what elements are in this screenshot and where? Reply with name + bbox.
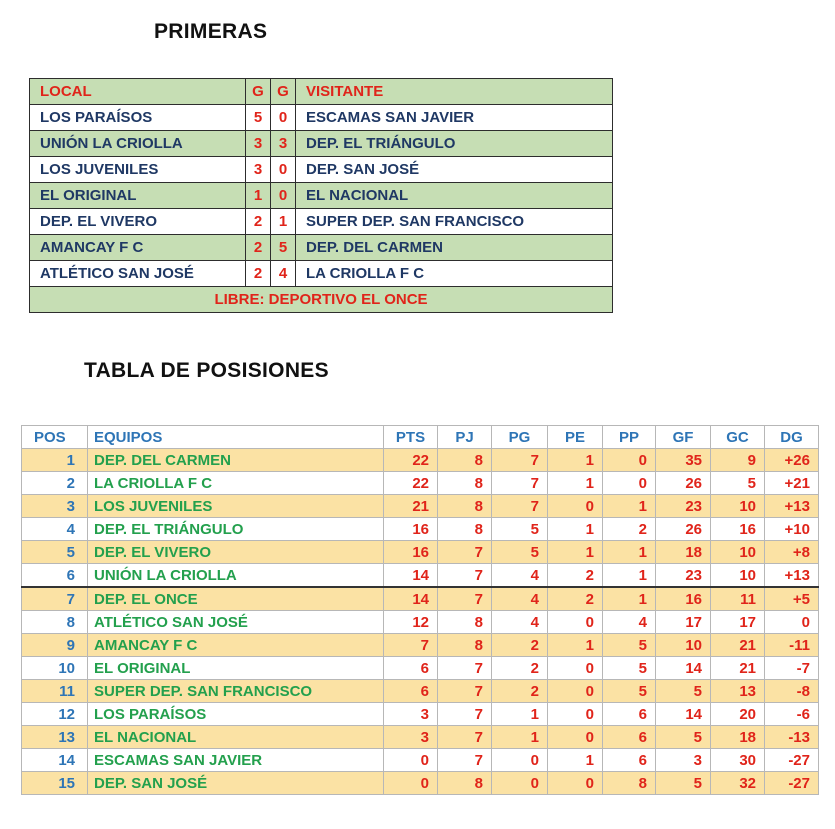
cell-pts: 14 [384, 564, 438, 588]
cell-pp: 2 [603, 518, 656, 541]
cell-gf: 35 [656, 449, 711, 472]
standings-row [22, 680, 819, 703]
standings-table [21, 425, 819, 795]
cell-gf: 5 [656, 726, 711, 749]
match-goals-visitor: 0 [271, 183, 296, 209]
standings-row [22, 587, 819, 611]
cell-dg: -6 [765, 703, 819, 726]
cell-pp: 0 [603, 449, 656, 472]
cell-pts: 12 [384, 611, 438, 634]
cell-pg: 5 [492, 541, 548, 564]
cell-dg: -13 [765, 726, 819, 749]
match-goals-local: 2 [246, 209, 271, 235]
header-local: LOCAL [30, 79, 246, 105]
header-pj: PJ [438, 426, 492, 449]
standings-row [22, 726, 819, 749]
match-row [30, 261, 613, 287]
cell-dg: +5 [765, 587, 819, 611]
header-goals-visitor: G [271, 79, 296, 105]
cell-pe: 1 [548, 634, 603, 657]
match-visitor-team: DEP. EL TRIÁNGULO [296, 131, 613, 157]
cell-pos: 5 [22, 541, 88, 564]
match-visitor-team: LA CRIOLLA F C [296, 261, 613, 287]
cell-pe: 0 [548, 611, 603, 634]
cell-pp: 5 [603, 680, 656, 703]
cell-pp: 6 [603, 726, 656, 749]
match-local-team: EL ORIGINAL [30, 183, 246, 209]
cell-pj: 8 [438, 472, 492, 495]
cell-pe: 0 [548, 772, 603, 795]
cell-gc: 5 [711, 472, 765, 495]
match-goals-visitor: 5 [271, 235, 296, 261]
cell-pp: 4 [603, 611, 656, 634]
cell-pos: 4 [22, 518, 88, 541]
standings-row [22, 564, 819, 588]
standings-row [22, 495, 819, 518]
header-pts: PTS [384, 426, 438, 449]
cell-gf: 26 [656, 518, 711, 541]
cell-pos: 15 [22, 772, 88, 795]
cell-dg: -11 [765, 634, 819, 657]
cell-pos: 11 [22, 680, 88, 703]
cell-pts: 6 [384, 657, 438, 680]
cell-pe: 2 [548, 587, 603, 611]
cell-gf: 5 [656, 772, 711, 795]
cell-pos: 9 [22, 634, 88, 657]
cell-pg: 4 [492, 611, 548, 634]
cell-team: DEP. EL TRIÁNGULO [88, 518, 384, 541]
match-local-team: UNIÓN LA CRIOLLA [30, 131, 246, 157]
match-row [30, 105, 613, 131]
cell-dg: +26 [765, 449, 819, 472]
standings-row [22, 472, 819, 495]
cell-team: SUPER DEP. SAN FRANCISCO [88, 680, 384, 703]
cell-pe: 1 [548, 541, 603, 564]
match-local-team: LOS JUVENILES [30, 157, 246, 183]
cell-pe: 2 [548, 564, 603, 588]
cell-pe: 0 [548, 703, 603, 726]
cell-gf: 3 [656, 749, 711, 772]
header-pos: POS [22, 426, 88, 449]
cell-pj: 7 [438, 749, 492, 772]
standings-row [22, 449, 819, 472]
cell-dg: -7 [765, 657, 819, 680]
cell-gf: 23 [656, 564, 711, 588]
match-row [30, 209, 613, 235]
cell-gc: 16 [711, 518, 765, 541]
cell-pj: 8 [438, 518, 492, 541]
cell-team: AMANCAY F C [88, 634, 384, 657]
cell-pts: 3 [384, 703, 438, 726]
cell-pts: 22 [384, 472, 438, 495]
cell-dg: +8 [765, 541, 819, 564]
cell-team: ESCAMAS SAN JAVIER [88, 749, 384, 772]
cell-pg: 0 [492, 749, 548, 772]
cell-team: DEP. EL ONCE [88, 587, 384, 611]
cell-gc: 32 [711, 772, 765, 795]
cell-pj: 7 [438, 703, 492, 726]
header-pp: PP [603, 426, 656, 449]
cell-gc: 13 [711, 680, 765, 703]
standings-row [22, 518, 819, 541]
match-row [30, 157, 613, 183]
cell-pts: 0 [384, 749, 438, 772]
cell-pp: 8 [603, 772, 656, 795]
match-local-team: AMANCAY F C [30, 235, 246, 261]
cell-pts: 16 [384, 541, 438, 564]
cell-pp: 1 [603, 541, 656, 564]
cell-pos: 14 [22, 749, 88, 772]
header-pe: PE [548, 426, 603, 449]
match-visitor-team: DEP. DEL CARMEN [296, 235, 613, 261]
header-goals-local: G [246, 79, 271, 105]
match-goals-visitor: 0 [271, 157, 296, 183]
match-goals-visitor: 0 [271, 105, 296, 131]
standings-row [22, 634, 819, 657]
match-goals-visitor: 1 [271, 209, 296, 235]
cell-pg: 5 [492, 518, 548, 541]
cell-gf: 14 [656, 657, 711, 680]
cell-gf: 23 [656, 495, 711, 518]
cell-pts: 7 [384, 634, 438, 657]
match-goals-local: 2 [246, 261, 271, 287]
cell-pg: 1 [492, 726, 548, 749]
match-local-team: ATLÉTICO SAN JOSÉ [30, 261, 246, 287]
cell-dg: -27 [765, 749, 819, 772]
cell-gc: 21 [711, 634, 765, 657]
match-goals-visitor: 3 [271, 131, 296, 157]
cell-gc: 10 [711, 541, 765, 564]
cell-pg: 0 [492, 772, 548, 795]
cell-gc: 10 [711, 495, 765, 518]
cell-gf: 26 [656, 472, 711, 495]
libre-team: LIBRE: DEPORTIVO EL ONCE [30, 287, 613, 313]
cell-team: DEP. DEL CARMEN [88, 449, 384, 472]
cell-gf: 14 [656, 703, 711, 726]
cell-pe: 0 [548, 680, 603, 703]
cell-pj: 7 [438, 541, 492, 564]
standings-row [22, 657, 819, 680]
cell-pos: 13 [22, 726, 88, 749]
header-team: EQUIPOS [88, 426, 384, 449]
match-row [30, 235, 613, 261]
standings-header-row [22, 426, 819, 449]
cell-pts: 3 [384, 726, 438, 749]
results-body [30, 79, 613, 313]
results-header-row [30, 79, 613, 105]
cell-pts: 16 [384, 518, 438, 541]
match-visitor-team: ESCAMAS SAN JAVIER [296, 105, 613, 131]
cell-pp: 1 [603, 587, 656, 611]
cell-pos: 7 [22, 587, 88, 611]
results-table [29, 78, 613, 313]
cell-pp: 6 [603, 703, 656, 726]
cell-gc: 10 [711, 564, 765, 588]
cell-gc: 20 [711, 703, 765, 726]
cell-team: EL NACIONAL [88, 726, 384, 749]
cell-pg: 2 [492, 680, 548, 703]
cell-pe: 1 [548, 518, 603, 541]
cell-gc: 18 [711, 726, 765, 749]
header-gc: GC [711, 426, 765, 449]
cell-pos: 8 [22, 611, 88, 634]
cell-dg: +13 [765, 495, 819, 518]
primeras-title: PRIMERAS [154, 20, 268, 43]
cell-gc: 9 [711, 449, 765, 472]
cell-pe: 0 [548, 726, 603, 749]
cell-pg: 1 [492, 703, 548, 726]
header-pg: PG [492, 426, 548, 449]
match-visitor-team: SUPER DEP. SAN FRANCISCO [296, 209, 613, 235]
header-dg: DG [765, 426, 819, 449]
cell-pos: 12 [22, 703, 88, 726]
cell-team: ATLÉTICO SAN JOSÉ [88, 611, 384, 634]
cell-pg: 7 [492, 449, 548, 472]
match-local-team: DEP. EL VIVERO [30, 209, 246, 235]
cell-pos: 10 [22, 657, 88, 680]
cell-pts: 21 [384, 495, 438, 518]
match-goals-local: 1 [246, 183, 271, 209]
cell-gf: 17 [656, 611, 711, 634]
cell-pg: 7 [492, 472, 548, 495]
cell-pg: 4 [492, 587, 548, 611]
cell-pos: 1 [22, 449, 88, 472]
cell-team: LOS PARAÍSOS [88, 703, 384, 726]
header-visitante: VISITANTE [296, 79, 613, 105]
cell-pj: 8 [438, 772, 492, 795]
match-row [30, 183, 613, 209]
match-goals-local: 3 [246, 157, 271, 183]
cell-dg: +13 [765, 564, 819, 588]
cell-gf: 10 [656, 634, 711, 657]
cell-pe: 0 [548, 495, 603, 518]
standings-row [22, 749, 819, 772]
cell-pe: 1 [548, 749, 603, 772]
cell-gc: 21 [711, 657, 765, 680]
cell-dg: +10 [765, 518, 819, 541]
cell-pj: 8 [438, 449, 492, 472]
cell-pj: 7 [438, 657, 492, 680]
cell-gf: 16 [656, 587, 711, 611]
cell-pg: 2 [492, 634, 548, 657]
header-gf: GF [656, 426, 711, 449]
standings-row [22, 703, 819, 726]
cell-pp: 5 [603, 634, 656, 657]
cell-team: DEP. SAN JOSÉ [88, 772, 384, 795]
cell-pts: 0 [384, 772, 438, 795]
cell-gc: 11 [711, 587, 765, 611]
libre-row [30, 287, 613, 313]
cell-team: LA CRIOLLA F C [88, 472, 384, 495]
cell-pg: 7 [492, 495, 548, 518]
cell-dg: +21 [765, 472, 819, 495]
cell-pp: 5 [603, 657, 656, 680]
cell-team: EL ORIGINAL [88, 657, 384, 680]
standings-row [22, 611, 819, 634]
match-visitor-team: DEP. SAN JOSÉ [296, 157, 613, 183]
cell-pj: 8 [438, 634, 492, 657]
cell-pp: 6 [603, 749, 656, 772]
cell-gf: 5 [656, 680, 711, 703]
cell-pj: 8 [438, 495, 492, 518]
cell-gc: 17 [711, 611, 765, 634]
match-goals-local: 3 [246, 131, 271, 157]
cell-pj: 7 [438, 564, 492, 588]
cell-pj: 7 [438, 726, 492, 749]
match-goals-visitor: 4 [271, 261, 296, 287]
cell-pg: 2 [492, 657, 548, 680]
cell-dg: -8 [765, 680, 819, 703]
cell-pts: 6 [384, 680, 438, 703]
cell-pos: 2 [22, 472, 88, 495]
cell-pj: 7 [438, 680, 492, 703]
cell-pp: 1 [603, 495, 656, 518]
cell-dg: -27 [765, 772, 819, 795]
cell-dg: 0 [765, 611, 819, 634]
standings-body [22, 426, 819, 795]
match-row [30, 131, 613, 157]
cell-pos: 6 [22, 564, 88, 588]
cell-pts: 14 [384, 587, 438, 611]
cell-pj: 8 [438, 611, 492, 634]
cell-pp: 1 [603, 564, 656, 588]
match-goals-local: 5 [246, 105, 271, 131]
cell-pos: 3 [22, 495, 88, 518]
standings-row [22, 541, 819, 564]
match-visitor-team: EL NACIONAL [296, 183, 613, 209]
cell-team: DEP. EL VIVERO [88, 541, 384, 564]
cell-pts: 22 [384, 449, 438, 472]
standings-title: TABLA DE POSISIONES [84, 359, 329, 382]
match-goals-local: 2 [246, 235, 271, 261]
cell-pe: 1 [548, 472, 603, 495]
cell-pj: 7 [438, 587, 492, 611]
match-local-team: LOS PARAÍSOS [30, 105, 246, 131]
standings-row [22, 772, 819, 795]
cell-gc: 30 [711, 749, 765, 772]
cell-pp: 0 [603, 472, 656, 495]
cell-pe: 0 [548, 657, 603, 680]
cell-team: LOS JUVENILES [88, 495, 384, 518]
cell-pg: 4 [492, 564, 548, 588]
cell-team: UNIÓN LA CRIOLLA [88, 564, 384, 588]
cell-gf: 18 [656, 541, 711, 564]
cell-pe: 1 [548, 449, 603, 472]
